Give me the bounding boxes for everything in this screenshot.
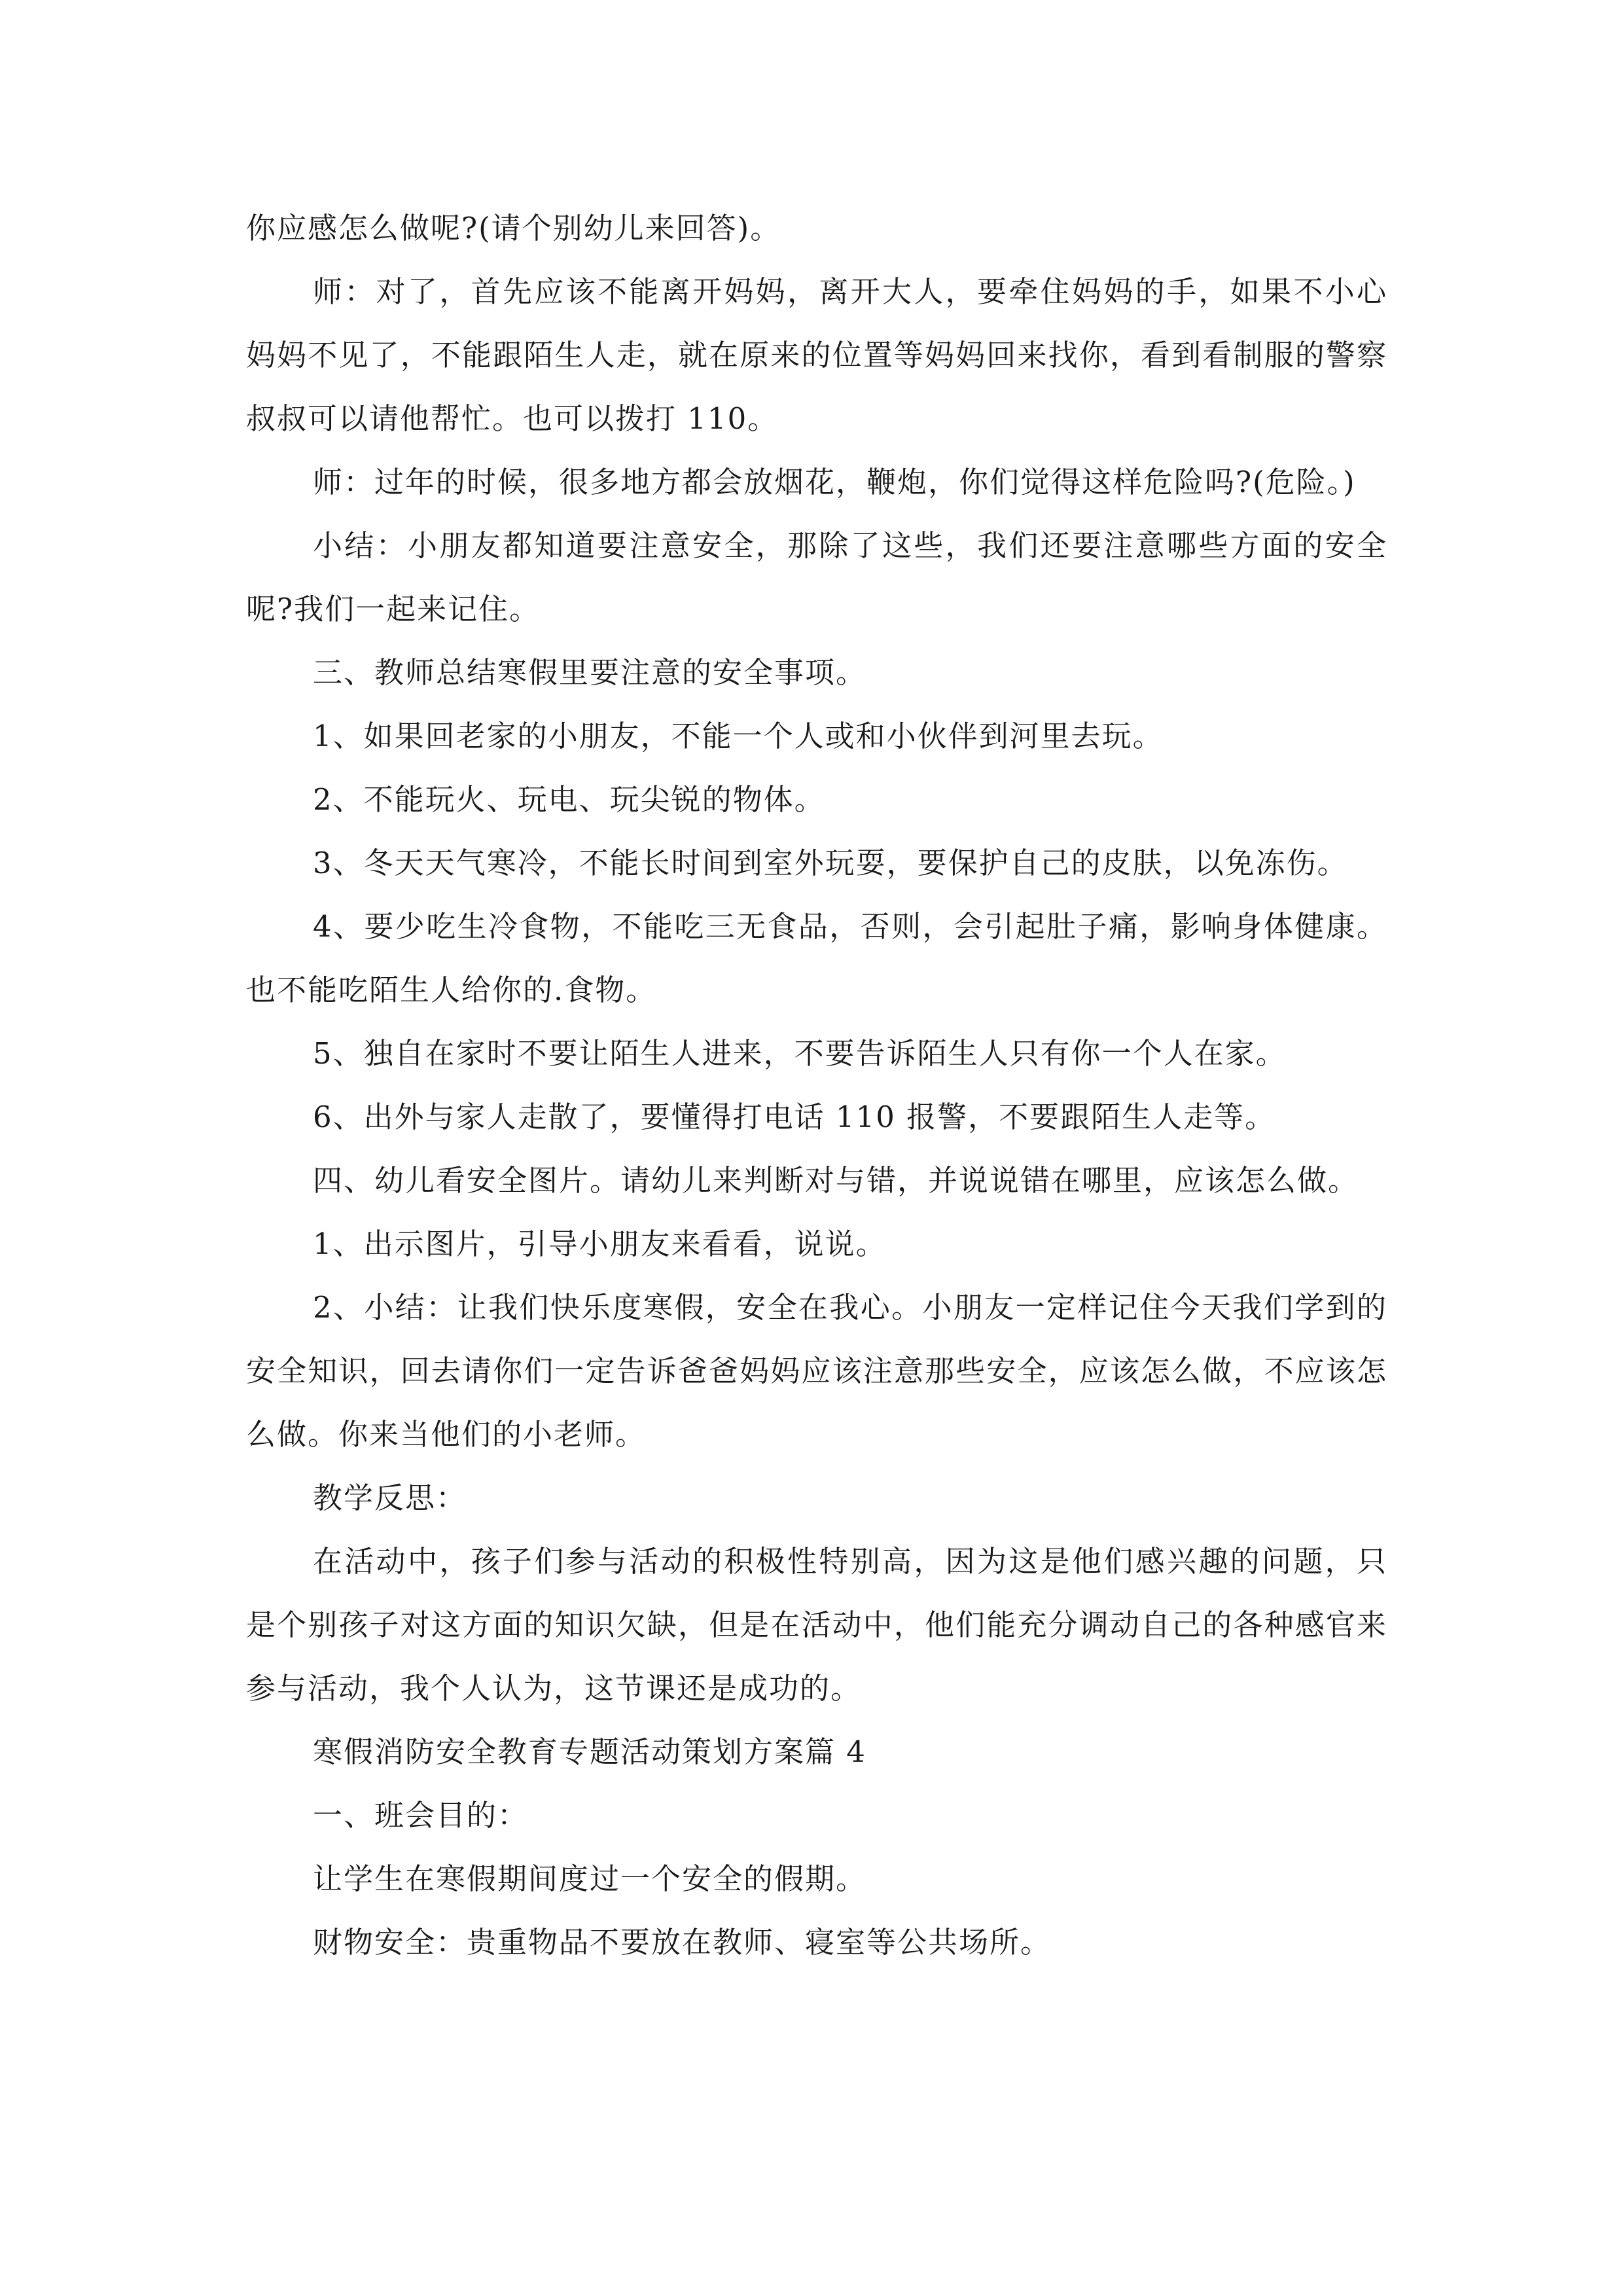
paragraph: 你应感怎么做呢?(请个别幼儿来回答)。 (246, 211, 781, 245)
list-item: 5、独自在家时不要让陌生人进来，不要告诉陌生人只有你一个人在家。 (313, 1036, 1287, 1071)
section-heading: 一、班会目的： (313, 1798, 529, 1833)
list-item: 2、小结：让我们快乐度寒假，安全在我心。小朋友一定样记住今天我们学到的安全知识，回去请你们一定告诉爸爸妈妈应该注意那些安全，应该怎么做，不应该怎么做。你来当他们的小老师。 (246, 1290, 1387, 1452)
document-body (246, 196, 1387, 1974)
section-heading: 三、教师总结寒假里要注意的安全事项。 (313, 655, 867, 690)
list-item: 4、要少吃生冷食物，不能吃三无食品，否则，会引起肚子痛，影响身体健康。也不能吃陌生人给你的.食物。 (246, 909, 1387, 1007)
paragraph: 在活动中，孩子们参与活动的积极性特别高，因为这是他们感兴趣的问题，只是个别孩子对这方面的知识欠缺，但是在活动中，他们能充分调动自己的各种感官来参与活动，我个人认为，这节课还是成功的。 (246, 1544, 1387, 1706)
paragraph: 师：过年的时候，很多地方都会放烟花，鞭炮，你们觉得这样危险吗?(危险。) (313, 465, 1356, 499)
paragraph: 小结：小朋友都知道要注意安全，那除了这些，我们还要注意哪些方面的安全呢?我们一起来记住。 (246, 528, 1387, 626)
paragraph: 财物安全：贵重物品不要放在教师、寝室等公共场所。 (313, 1925, 1052, 1960)
list-item: 1、如果回老家的小朋友，不能一个人或和小伙伴到河里去玩。 (313, 719, 1164, 753)
list-item: 1、出示图片，引导小朋友来看看，说说。 (313, 1227, 887, 1261)
list-item: 3、冬天天气寒冷，不能长时间到室外玩耍，要保护自己的皮肤，以免冻伤。 (313, 846, 1348, 880)
paragraph: 师：对了，首先应该不能离开妈妈，离开大人，要牵住妈妈的手，如果不小心妈妈不见了，不能跟陌生人走，就在原来的位置等妈妈回来找你，看到看制服的警察叔叔可以请他帮忙。也可以拨打 110。 (246, 274, 1387, 436)
section-heading: 教学反思： (313, 1480, 467, 1515)
document-title: 寒假消防安全教育专题活动策划方案篇 4 (313, 1734, 866, 1769)
list-item: 2、不能玩火、玩电、玩尖锐的物体。 (313, 782, 825, 817)
section-heading: 四、幼儿看安全图片。请幼儿来判断对与错，并说说错在哪里，应该怎么做。 (313, 1163, 1359, 1198)
list-item: 6、出外与家人走散了，要懂得打电话 110 报警，不要跟陌生人走等。 (313, 1100, 1276, 1134)
paragraph: 让学生在寒假期间度过一个安全的假期。 (313, 1861, 867, 1896)
